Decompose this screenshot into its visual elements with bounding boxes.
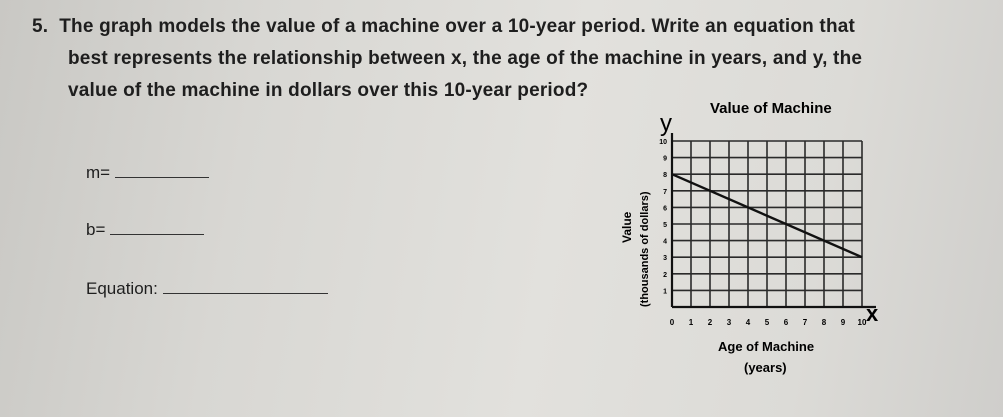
intercept-label: b=: [86, 220, 106, 239]
x-tick-label: 5: [764, 318, 770, 327]
equation-blank[interactable]: [163, 293, 328, 294]
slope-blank[interactable]: [115, 177, 209, 178]
equation-label: Equation:: [86, 279, 158, 298]
value-of-machine-chart: [600, 95, 900, 385]
x-tick-label: 1: [688, 318, 694, 327]
slope-label: m=: [86, 163, 111, 182]
chart-title: Value of Machine: [710, 100, 832, 117]
y-tick-label: 4: [663, 238, 667, 246]
problem-number: 5.: [32, 16, 49, 37]
problem-line-3: value of the machine in dollars over this 10-year period?: [68, 80, 589, 101]
y-tick-label: 9: [663, 155, 667, 163]
y-tick-label: 5: [663, 222, 667, 229]
x-tick-label: 10: [857, 318, 867, 327]
y-axis-label-line-2: (thousands of dollars): [639, 191, 651, 307]
y-tick-label: 6: [663, 205, 667, 213]
slope-answer: [86, 163, 209, 183]
x-tick-label: 8: [821, 318, 827, 327]
intercept-blank[interactable]: [110, 234, 204, 235]
x-axis-letter: x: [866, 301, 879, 326]
y-tick-label: 7: [663, 188, 667, 196]
x-tick-label: 9: [840, 318, 846, 327]
equation-answer: [86, 279, 328, 299]
y-tick-label: 1: [663, 288, 667, 296]
y-axis-letter: y: [660, 110, 672, 137]
y-tick-label: 10: [659, 139, 667, 146]
x-tick-label: 6: [783, 318, 789, 327]
x-axis-label-line-2: (years): [744, 360, 787, 375]
chart-grid: [672, 141, 862, 307]
x-tick-label: 4: [745, 318, 751, 327]
y-tick-label: 3: [663, 255, 667, 263]
intercept-answer: [86, 220, 204, 240]
y-tick-label: 2: [663, 271, 667, 279]
x-tick-label: 7: [802, 318, 808, 327]
x-tick-label: 0: [669, 318, 675, 327]
x-axis-label-line-1: Age of Machine: [718, 339, 815, 354]
problem-text: [32, 16, 855, 38]
problem-line-1: The graph models the value of a machine over a 10-year period. Write an equation that: [59, 16, 856, 37]
x-tick-label: 2: [707, 318, 713, 327]
problem-line-2: best represents the relationship between x, the age of the machine in years, and y, the: [68, 48, 863, 69]
y-tick-label: 8: [663, 172, 667, 180]
x-tick-label: 3: [726, 318, 732, 327]
y-axis-label-line-1: Value: [620, 211, 634, 243]
